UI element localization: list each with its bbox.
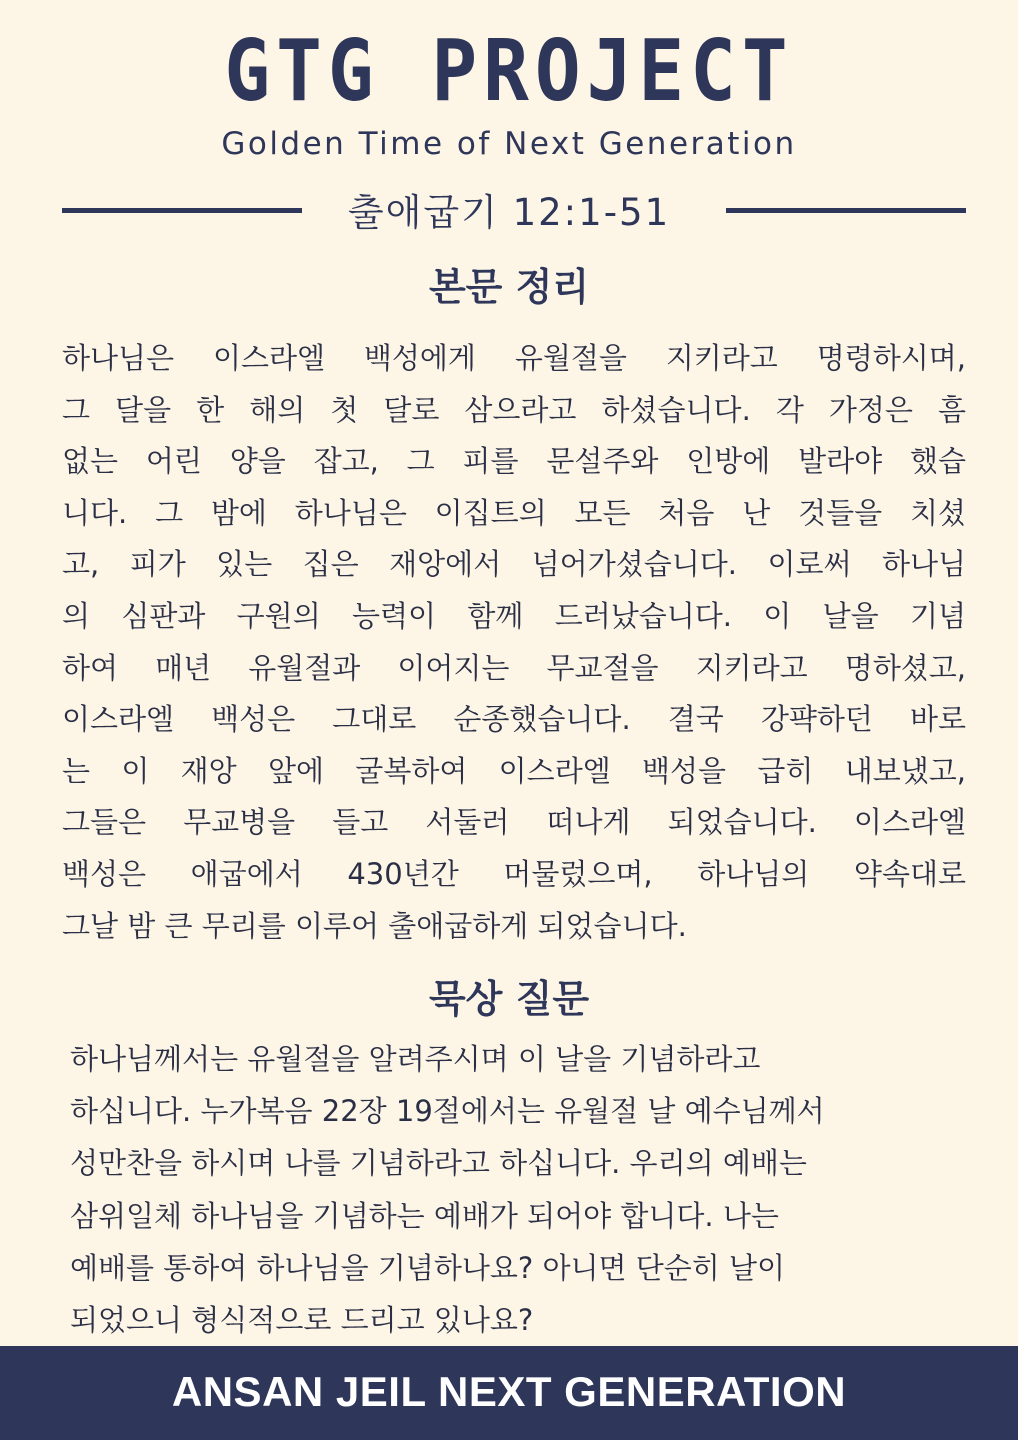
summary-line: 그날 밤 큰 무리를 이루어 출애굽하게 되었습니다.: [62, 908, 687, 943]
meditation-line: 성만찬을 하시며 나를 기념하라고 하십니다. 우리의 예배는: [70, 1146, 807, 1181]
summary-line: 없는 어린 양을 잡고, 그 피를 문설주와 인방에 발라야 했습: [62, 444, 966, 479]
summary-line: 백성은 애굽에서 430년간 머물렀으며, 하나님의 약속대로: [62, 856, 966, 891]
meditation-line: 하십니다. 누가복음 22장 19절에서는 유월절 날 예수님께서: [70, 1094, 825, 1129]
summary-heading: 본문 정리: [428, 265, 590, 309]
summary-line: 니다. 그 밤에 하나님은 이집트의 모든 처음 난 것들을 치셨: [62, 495, 966, 530]
summary-line: 이스라엘 백성은 그대로 순종했습니다. 결국 강퍅하던 바로: [62, 702, 966, 737]
meditation-line: 하나님께서는 유월절을 알려주시며 이 날을 기념하라고: [70, 1042, 761, 1076]
page-subtitle: Golden Time of Next Generation: [221, 126, 797, 162]
meditation-line: 예배를 통하여 하나님을 기념하나요? 아니면 단순히 날이: [70, 1250, 786, 1285]
summary-line: 하나님은 이스라엘 백성에게 유월절을 지키라고 명령하시며,: [62, 341, 966, 375]
scripture-reference: 출애굽기 12:1-51: [347, 191, 671, 234]
summary-line: 고, 피가 있는 집은 재앙에서 넘어가셨습니다. 이로써 하나님: [62, 547, 966, 582]
summary-line: 그들은 무교병을 들고 서둘러 떠나게 되었습니다. 이스라엘: [62, 805, 966, 840]
divider-left: [62, 208, 302, 213]
footer-text: ANSAN JEIL NEXT GENERATION: [171, 1368, 847, 1415]
meditation-heading: 묵상 질문: [428, 977, 590, 1021]
summary-line: 는 이 재앙 앞에 굴복하여 이스라엘 백성을 급히 내보냈고,: [62, 753, 966, 788]
meditation-line: 되었으니 형식적으로 드리고 있나요?: [70, 1303, 534, 1338]
footer-banner: [0, 1346, 1018, 1440]
summary-line: 하여 매년 유월절과 이어지는 무교절을 지키라고 명하셨고,: [62, 650, 966, 685]
meditation-line: 삼위일체 하나님을 기념하는 예배가 되어야 합니다. 나는: [70, 1198, 779, 1233]
summary-line: 의 심판과 구원의 능력이 함께 드러났습니다. 이 날을 기념: [62, 598, 966, 633]
meditation-paragraph: [70, 1033, 972, 1346]
summary-line: 그 달을 한 해의 첫 달로 삼으라고 하셨습니다. 각 가정은 흠: [62, 392, 966, 427]
divider-right: [726, 208, 966, 213]
page-title: GTG PROJECT: [224, 20, 794, 121]
summary-paragraph: [62, 333, 966, 952]
